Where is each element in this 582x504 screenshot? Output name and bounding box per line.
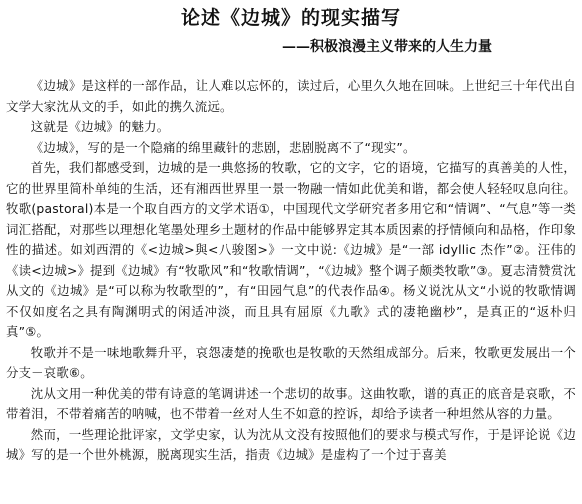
paragraph: 沈从文用一种优美的带有诗意的笔调讲述一个悲切的故事。这曲牧歌，谱的真正的底音是哀歌，不带着泪，不带着痛苦的呐喊，也不带着一丝对人生不如意的控诉，却给予读者一种坦然从容的力量。 — [6, 385, 576, 421]
paragraph: 牧歌并不是一味地歌舞升平，哀怨凄楚的挽歌也是牧歌的天然组成部分。后来，牧歌更发展出一个分支－哀歌⑥。 — [6, 344, 576, 380]
paragraph: 然而，一些理论批评家，文学史家，认为沈从文没有按照他们的要求与模式写作，于是评论说《边城》写的是一个世外桃源，脱离现实生活，指责《边城》是虚构了一个过于喜美 — [6, 426, 576, 462]
page-title: 论述《边城》的现实描写 — [180, 7, 401, 29]
paragraph: 这就是《边城》的魅力。 — [30, 119, 170, 134]
paragraph: 《边城》是这样的一部作品，让人难以忘怀的，读过后，心里久久地在回味。上世纪三十年代出自文学大家沈从文的手，如此的携久流远。 — [6, 78, 576, 114]
paragraph: 首先，我们都感受到，边城的是一典悠扬的牧歌，它的文字，它的语境，它描写的真善美的人性，它的世界里简朴单纯的生活，还有湘西世界里一景一物融一情如此优美和谐，都会使人轻轻叹息向往。牧歌(pastoral)本是一个取自西方的文学术语①，中国现代文学研究者多用它和“情调”、“气息”等一类词汇搭配，对那些以理想化笔墨处理乡土题材的作品中能够界定其本质因素的抒情倾向和品格，作印象性的描述。如刘西渭的《<边城>與<八骏图>》一文中说:《边城》是“一部 idyllic 杰作”②。汪伟的《读<边城>》提到《边城》有“牧歌风”和“牧歌情调”，“《边城》整个调子颇类牧歌”③。夏志清赞赏沈从文的《边城》是“可以称为牧歌型的”，有“田园气息”的代表作品④。杨义说沈从文“小说的牧歌情调不仅如度名之具有陶渊明式的闲适冲淡，而且具有屈原《九歌》式的凄艳幽杪”，是真正的“返朴归真”⑤。 — [6, 160, 576, 339]
paragraph: 《边城》，写的是一个隐痛的绵里藏针的悲剧，悲剧脱离不了“现实”。 — [30, 139, 416, 155]
article-body — [6, 76, 576, 466]
page-subtitle: ——积极浪漫主义带来的人生力量 — [282, 39, 492, 55]
